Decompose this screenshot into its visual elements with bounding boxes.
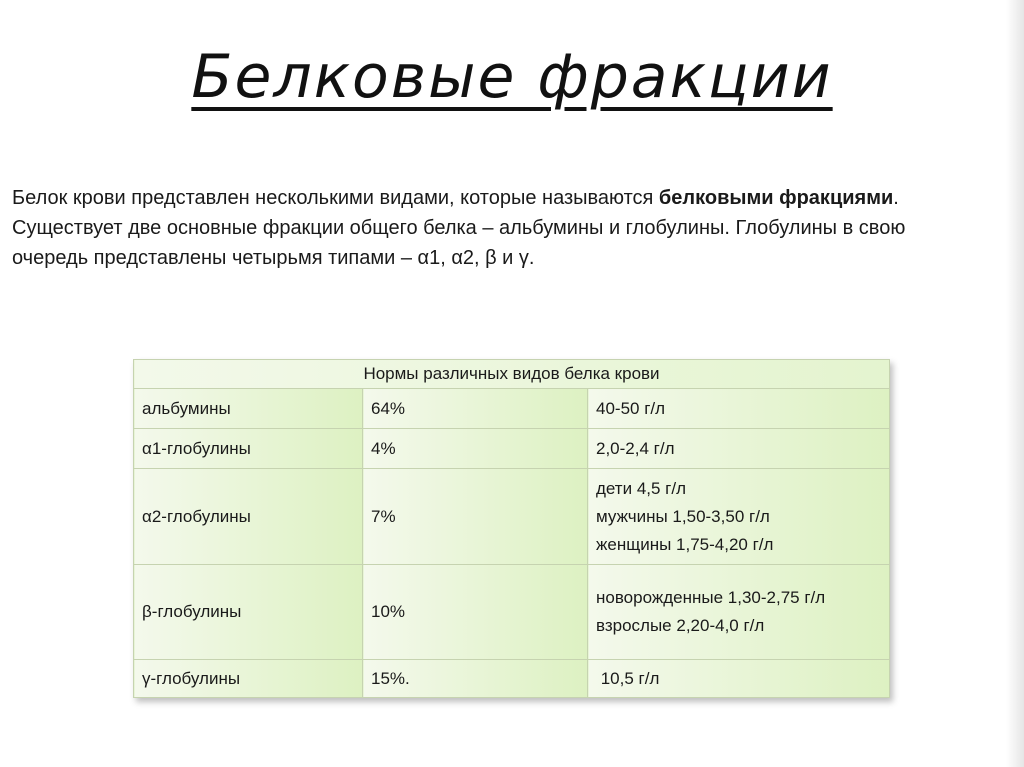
- fraction-norm: [588, 469, 890, 565]
- norm-line: мужчины 1,50-3,50 г/л: [596, 506, 770, 526]
- fraction-name: α2-глобулины: [134, 469, 363, 565]
- table-row: [134, 565, 890, 660]
- slide-edge-shadow: [1006, 0, 1024, 767]
- fraction-percent: 15%.: [363, 660, 588, 698]
- fraction-norm: [588, 565, 890, 660]
- table-row: [134, 469, 890, 565]
- table-row: [134, 389, 890, 429]
- fraction-norm: [588, 429, 890, 469]
- fraction-percent: 10%: [363, 565, 588, 660]
- fraction-norm: [588, 389, 890, 429]
- slide-title-text: Белковые фракции: [191, 42, 833, 112]
- intro-bold-term: белковыми фракциями: [658, 187, 894, 209]
- norm-line: дети 4,5 г/л: [596, 478, 687, 498]
- norm-line: 40-50 г/л: [596, 398, 666, 418]
- fraction-percent: 4%: [363, 429, 588, 469]
- norm-line: взрослые 2,20-4,0 г/л: [596, 616, 765, 635]
- norm-line: 10,5 г/л: [596, 668, 660, 688]
- table-caption: Нормы различных видов белка крови: [134, 360, 890, 389]
- intro-paragraph: [12, 183, 972, 273]
- fraction-percent: 7%: [363, 469, 588, 565]
- table-row: [134, 660, 890, 698]
- protein-norms-table: [133, 359, 890, 698]
- norm-line: женщины 1,75-4,20 г/л: [596, 534, 774, 554]
- fraction-name: α1-глобулины: [134, 429, 363, 469]
- table-caption-row: [134, 360, 890, 389]
- fraction-norm: [588, 660, 890, 698]
- fraction-name: альбумины: [134, 389, 363, 429]
- fraction-name: γ-глобулины: [134, 660, 363, 698]
- norm-line: новорожденные 1,30-2,75 г/л: [596, 588, 826, 607]
- intro-text-part2: . Существует две основные фракции общего белка – альбумины и глобулины. Глобулины в свою очередь представлены четырьмя типами – α1, α2, β и γ.: [12, 187, 906, 269]
- fraction-percent: 64%: [363, 389, 588, 429]
- slide-title: [0, 42, 1024, 112]
- table-row: [134, 429, 890, 469]
- fraction-name: β-глобулины: [134, 565, 363, 660]
- intro-text-part1: Белок крови представлен несколькими видами, которые называются: [12, 187, 659, 209]
- norm-line: 2,0-2,4 г/л: [596, 438, 675, 458]
